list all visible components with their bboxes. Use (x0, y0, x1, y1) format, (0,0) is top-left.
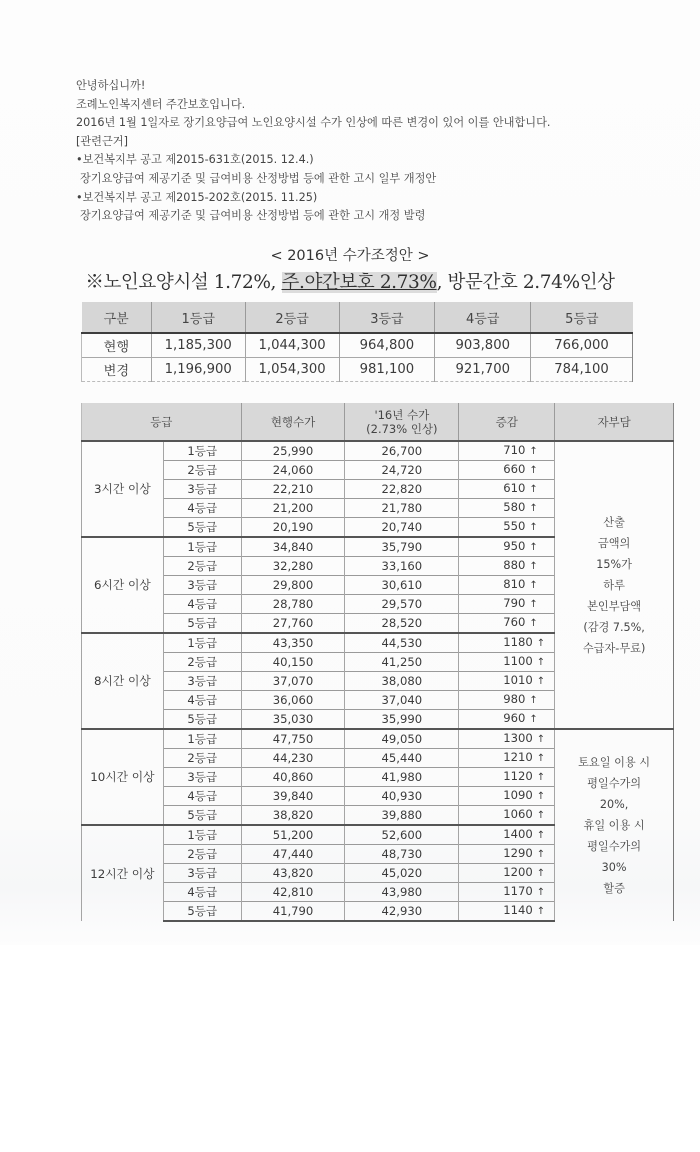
new-fee-cell: 37,040 (345, 691, 459, 710)
new-fee-cell: 35,790 (345, 537, 459, 557)
diff-value: 1180 (503, 635, 533, 649)
new-fee-cell: 45,440 (345, 749, 459, 768)
diff-cell (459, 768, 555, 787)
cell: 1,044,300 (245, 333, 339, 358)
new-fee-cell: 42,930 (345, 902, 459, 922)
header-grade-4: 4등급 (435, 302, 531, 333)
diff-cell (459, 653, 555, 672)
diff-cell (459, 461, 555, 480)
grade-cell: 3등급 (163, 480, 241, 499)
note-line: 평일수가의 (587, 840, 642, 853)
up-arrow-icon: ↑ (536, 906, 546, 917)
diff-cell (459, 729, 555, 749)
time-group-label: 8시간 이상 (82, 633, 164, 729)
diff-value: 610 (503, 481, 526, 495)
new-fee-cell: 26,700 (345, 441, 459, 461)
diff-cell (459, 537, 555, 557)
grade-cell: 2등급 (163, 557, 241, 576)
up-arrow-icon: ↑ (529, 714, 538, 725)
diff-cell (459, 787, 555, 806)
cell: 766,000 (531, 333, 633, 358)
new-fee-cell: 20,740 (345, 518, 459, 538)
notice-line: 2016년 1월 1일자로 장기요양급여 노인요양시설 수가 인상에 따른 변경이 있어 이를 안내합니다. (76, 116, 551, 130)
diff-value: 980 (503, 692, 526, 706)
rate-summary-prefix: ※노인요양시설 1.72%, (85, 272, 282, 293)
diff-cell (459, 710, 555, 730)
note-line: 휴일 이용 시 (583, 819, 645, 832)
current-fee-cell: 22,210 (241, 480, 345, 499)
new-fee-cell: 52,600 (345, 825, 459, 845)
up-arrow-icon: ↑ (536, 810, 546, 821)
diff-value: 1300 (503, 731, 533, 745)
diff-value: 1060 (503, 807, 533, 821)
diff-cell (459, 480, 555, 499)
document-title: < 2016년 수가조정안 > (270, 248, 430, 264)
new-fee-cell: 43,980 (345, 883, 459, 902)
cell: 1,054,300 (245, 358, 339, 382)
cell: 981,100 (339, 358, 435, 382)
grade-cell: 3등급 (163, 672, 241, 691)
diff-value: 1140 (503, 903, 533, 917)
diff-cell (459, 499, 555, 518)
diff-value: 580 (503, 500, 526, 514)
copay-note-weekday (555, 441, 674, 729)
basis-item-1-desc: 장기요양급여 제공기준 및 급여비용 산정방법 등에 관한 고시 일부 개정안 (80, 171, 437, 185)
diff-cell (459, 883, 555, 902)
up-arrow-icon: ↑ (536, 657, 546, 668)
current-fee-cell: 40,860 (241, 768, 345, 787)
new-fee-cell: 40,930 (345, 787, 459, 806)
time-group-label: 10시간 이상 (82, 729, 164, 825)
up-arrow-icon: ↑ (529, 695, 538, 706)
diff-value: 1120 (503, 769, 533, 783)
diff-cell (459, 557, 555, 576)
diff-value: 760 (503, 615, 526, 629)
up-arrow-icon: ↑ (529, 580, 538, 591)
time-group-label: 12시간 이상 (82, 825, 164, 921)
time-group-label: 3시간 이상 (82, 441, 164, 537)
new-fee-cell: 24,720 (345, 461, 459, 480)
up-arrow-icon: ↑ (536, 753, 546, 764)
diff-cell (459, 441, 555, 461)
up-arrow-icon: ↑ (536, 791, 546, 802)
up-arrow-icon: ↑ (536, 830, 546, 841)
new-fee-cell: 41,250 (345, 653, 459, 672)
new-fee-cell: 39,880 (345, 806, 459, 826)
diff-cell (459, 595, 555, 614)
current-fee-cell: 43,820 (241, 864, 345, 883)
new-fee-cell: 33,160 (345, 557, 459, 576)
diff-value: 810 (503, 577, 526, 591)
note-line: 할증 (603, 882, 625, 895)
header-grade-5: 5등급 (531, 302, 633, 333)
up-arrow-icon: ↑ (536, 868, 546, 879)
diff-cell (459, 576, 555, 595)
note-line: 토요일 이용 시 (578, 756, 651, 769)
current-fee-cell: 44,230 (241, 749, 345, 768)
diff-value: 880 (503, 558, 526, 572)
grade-cell: 2등급 (163, 749, 241, 768)
current-fee-cell: 34,840 (241, 537, 345, 557)
grade-cell: 2등급 (163, 461, 241, 480)
diff-value: 950 (503, 539, 526, 553)
up-arrow-icon: ↑ (536, 849, 546, 860)
table-row (82, 333, 633, 358)
up-arrow-icon: ↑ (529, 618, 538, 629)
diff-value: 1010 (503, 673, 533, 687)
up-arrow-icon: ↑ (529, 446, 538, 457)
grade-cell: 4등급 (163, 499, 241, 518)
current-fee-cell: 47,750 (241, 729, 345, 749)
current-fee-cell: 51,200 (241, 825, 345, 845)
note-line: 금액의 (597, 536, 631, 550)
up-arrow-icon: ↑ (536, 734, 546, 745)
header-new-fee-line2: (2.73% 인상) (366, 421, 438, 436)
diff-cell (459, 633, 555, 653)
up-arrow-icon: ↑ (529, 561, 538, 572)
note-line: 본인부담액 (587, 599, 642, 613)
current-fee-cell: 20,190 (241, 518, 345, 538)
diff-value: 550 (503, 519, 526, 533)
diff-cell (459, 672, 555, 691)
note-line: 20%, (599, 798, 629, 811)
basis-item-2-desc: 장기요양급여 제공기준 및 급여비용 산정방법 등에 관한 고시 개정 발령 (80, 209, 426, 223)
header-copay: 자부담 (555, 403, 674, 441)
current-fee-cell: 21,200 (241, 499, 345, 518)
diff-cell (459, 749, 555, 768)
grade-cell: 1등급 (163, 441, 241, 461)
time-group-label: 6시간 이상 (82, 537, 164, 633)
header-grade-3: 3등급 (339, 302, 435, 333)
current-fee-cell: 39,840 (241, 787, 345, 806)
new-fee-cell: 21,780 (345, 499, 459, 518)
grade-cell: 1등급 (163, 729, 241, 749)
diff-value: 960 (503, 711, 526, 725)
cell: 784,100 (531, 358, 633, 382)
current-fee-cell: 38,820 (241, 806, 345, 826)
current-fee-cell: 37,070 (241, 672, 345, 691)
up-arrow-icon: ↑ (536, 676, 546, 687)
table-row (82, 358, 633, 382)
grade-cell: 1등급 (163, 825, 241, 845)
cell: 964,800 (339, 333, 435, 358)
diff-cell (459, 518, 555, 538)
current-fee-cell: 27,760 (241, 614, 345, 634)
cell: 903,800 (435, 333, 531, 358)
basis-item-2: •보건복지부 공고 제2015-202호(2015. 11.25) (76, 190, 318, 204)
basis-item-1: •보건복지부 공고 제2015-631호(2015. 12.4.) (76, 153, 314, 167)
current-fee-cell: 24,060 (241, 461, 345, 480)
note-line: (감경 7.5%, (583, 620, 645, 634)
header-grade: 등급 (82, 403, 242, 441)
diff-value: 1170 (503, 884, 533, 898)
grade-cell: 5등급 (163, 614, 241, 634)
grade-cell: 4등급 (163, 883, 241, 902)
current-fee-cell: 41,790 (241, 902, 345, 922)
grade-cell: 1등급 (163, 633, 241, 653)
row-label: 현행 (82, 333, 152, 358)
current-fee-cell: 40,150 (241, 653, 345, 672)
new-fee-cell: 49,050 (345, 729, 459, 749)
grade-cell: 5등급 (163, 518, 241, 538)
up-arrow-icon: ↑ (536, 772, 546, 783)
note-line: 하루 (603, 578, 625, 592)
grade-cell: 5등급 (163, 902, 241, 922)
monthly-header-row (82, 302, 633, 333)
new-fee-cell: 28,520 (345, 614, 459, 634)
diff-cell (459, 825, 555, 845)
current-fee-cell: 43,350 (241, 633, 345, 653)
rate-summary-suffix: , 방문간호 2.74%인상 (436, 272, 615, 293)
current-fee-cell: 28,780 (241, 595, 345, 614)
table-row (82, 729, 674, 749)
new-fee-cell: 45,020 (345, 864, 459, 883)
current-fee-cell: 32,280 (241, 557, 345, 576)
up-arrow-icon: ↑ (536, 887, 546, 898)
diff-value: 710 (503, 443, 526, 457)
grade-cell: 2등급 (163, 653, 241, 672)
diff-cell (459, 902, 555, 922)
header-grade-2: 2등급 (245, 302, 339, 333)
diff-value: 1090 (503, 788, 533, 802)
grade-cell: 3등급 (163, 768, 241, 787)
up-arrow-icon: ↑ (529, 503, 538, 514)
note-line: 산출 (603, 515, 625, 529)
basis-heading: [관련근거] (76, 134, 128, 148)
copay-note-weekend (555, 729, 674, 921)
new-fee-cell: 44,530 (345, 633, 459, 653)
current-fee-cell: 42,810 (241, 883, 345, 902)
daily-fee-table (81, 403, 674, 922)
note-line: 30% (601, 861, 627, 874)
diff-cell (459, 864, 555, 883)
header-new-fee-line1: '16년 수가 (374, 407, 430, 422)
note-line: 15%가 (596, 557, 632, 571)
up-arrow-icon: ↑ (536, 638, 546, 649)
rate-summary (0, 268, 700, 294)
diff-cell (459, 614, 555, 634)
grade-cell: 4등급 (163, 691, 241, 710)
diff-value: 1210 (503, 750, 533, 764)
header-category: 구분 (82, 302, 152, 333)
grade-cell: 4등급 (163, 787, 241, 806)
up-arrow-icon: ↑ (529, 599, 538, 610)
new-fee-cell: 48,730 (345, 845, 459, 864)
daily-table-body (82, 441, 674, 921)
diff-value: 1400 (503, 827, 533, 841)
header-grade-1: 1등급 (151, 302, 245, 333)
cell: 1,185,300 (151, 333, 245, 358)
grade-cell: 2등급 (163, 845, 241, 864)
diff-value: 1290 (503, 846, 533, 860)
grade-cell: 3등급 (163, 864, 241, 883)
current-fee-cell: 35,030 (241, 710, 345, 730)
daily-header-row (82, 403, 674, 441)
row-label: 변경 (82, 358, 152, 382)
diff-cell (459, 806, 555, 826)
intro-text (76, 77, 636, 226)
new-fee-cell: 41,980 (345, 768, 459, 787)
current-fee-cell: 36,060 (241, 691, 345, 710)
grade-cell: 5등급 (163, 806, 241, 826)
current-fee-cell: 29,800 (241, 576, 345, 595)
note-line: 평일수가의 (587, 777, 642, 790)
grade-cell: 5등급 (163, 710, 241, 730)
up-arrow-icon: ↑ (529, 542, 538, 553)
up-arrow-icon: ↑ (529, 484, 538, 495)
new-fee-cell: 30,610 (345, 576, 459, 595)
new-fee-cell: 22,820 (345, 480, 459, 499)
cell: 1,196,900 (151, 358, 245, 382)
new-fee-cell: 38,080 (345, 672, 459, 691)
current-fee-cell: 47,440 (241, 845, 345, 864)
diff-value: 790 (503, 596, 526, 610)
header-new-fee (345, 403, 459, 441)
up-arrow-icon: ↑ (529, 465, 538, 476)
note-line: 수급자-무료) (582, 641, 646, 655)
diff-value: 1100 (503, 654, 533, 668)
cell: 921,700 (435, 358, 531, 382)
sender-line: 조례노인복지센터 주간보호입니다. (76, 97, 246, 111)
grade-cell: 1등급 (163, 537, 241, 557)
diff-value: 1200 (503, 865, 533, 879)
diff-cell (459, 845, 555, 864)
table-row (82, 441, 674, 461)
diff-value: 660 (503, 462, 526, 476)
rate-summary-highlight: 주.야간보호 2.73% (281, 272, 437, 293)
current-fee-cell: 25,990 (241, 441, 345, 461)
greeting: 안녕하십니까! (76, 79, 146, 92)
header-current-fee: 현행수가 (241, 403, 345, 441)
monthly-fee-table (81, 302, 633, 382)
diff-cell (459, 691, 555, 710)
up-arrow-icon: ↑ (529, 522, 538, 533)
header-diff: 증감 (459, 403, 555, 441)
new-fee-cell: 35,990 (345, 710, 459, 730)
grade-cell: 3등급 (163, 576, 241, 595)
grade-cell: 4등급 (163, 595, 241, 614)
new-fee-cell: 29,570 (345, 595, 459, 614)
